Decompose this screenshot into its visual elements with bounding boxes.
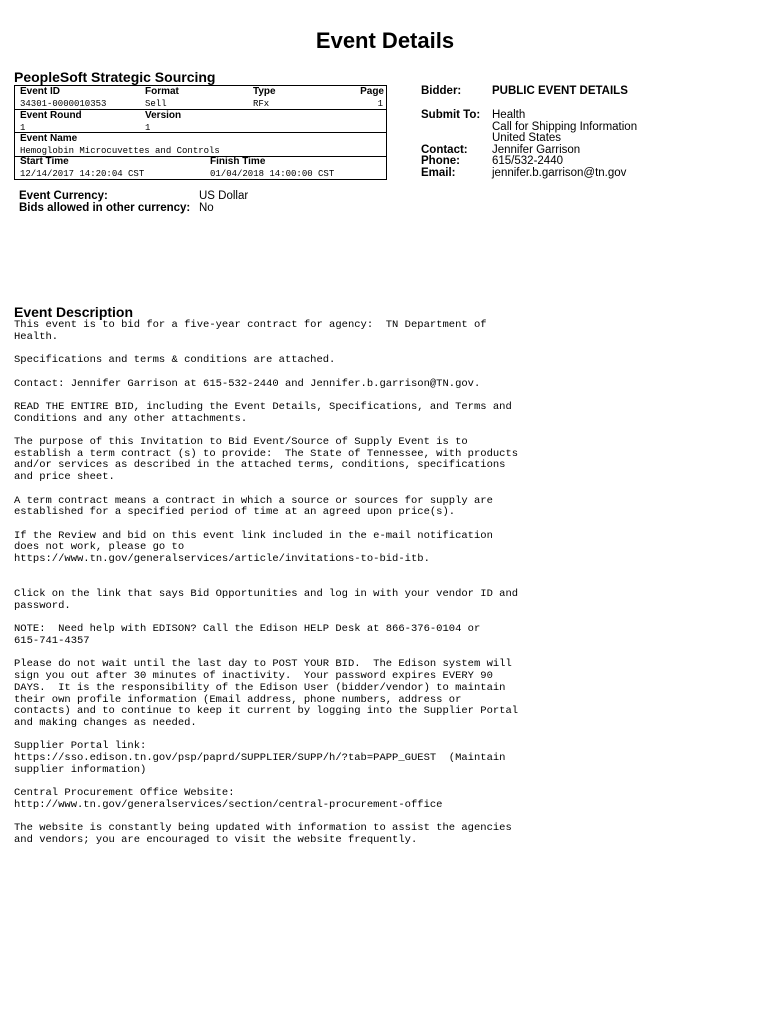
event-info-box	[14, 85, 387, 180]
event-id-value: 34301-0000010353	[20, 99, 107, 109]
event-round-label: Event Round	[20, 110, 82, 121]
description-heading: Event Description	[14, 304, 134, 320]
contact-value: Jennifer Garrison	[492, 144, 581, 156]
page-value: 1	[377, 99, 383, 109]
phone-label: Phone:	[421, 155, 460, 167]
submit-to-line: Call for Shipping Information	[492, 121, 638, 133]
bidder-label: Bidder:	[421, 85, 462, 97]
type-label: Type	[253, 86, 276, 97]
finish-time-value: 01/04/2018 14:00:00 CST	[210, 169, 335, 179]
event-name-label: Event Name	[20, 133, 78, 144]
description-text: This event is to bid for a five-year contract for agency: TN Department of Health. Specifications and terms & conditions are attached. Contact: Jennifer Garrison at 615-532-2440 and Jennifer.b.garrison@TN.gov. READ THE ENTIRE BID, including the Event Details, Specifications, and Terms and Conditions and any other attachments. The purpose of this Invitation to Bid Event/Source of Supply Event is to establish a term contract (s) to provide: The State of Tennessee, with products and/or services as described in the attached terms, conditions, specifications and price sheet. A term contract means a contract in which a source or sources for supply are established for a specified period of time at an agreed upon price(s). If the Review and bid on this event link included in the e-mail notification does not work, please go to https://www.tn.gov/generalservices/article/invitations-to-bid-itb. Click on the link that says Bid Opportunities and log in with your vendor ID and password. NOTE: Need help with EDISON? Call the Edison HELP Desk at 866-376-0104 or 615-741-4357 Please do not wait until the last day to POST YOUR BID. The Edison system will sign you out after 30 minutes of inactivity. Your password expires EVERY 90 DAYS. It is the responsibility of the Edison User (bidder/vendor) to maintain their own profile information (Email address, phone numbers, address or contacts) and to continue to keep it current by logging into the Supplier Portal and making changes as needed. Supplier Portal link: https://sso.edison.tn.gov/psp/paprd/SUPPLIER/SUPP/h/?tab=PAPP_GUEST (Maintain supplier information) Central Procurement Office Website: http://www.tn.gov/generalservices/section/central-procurement-office The website is constantly being updated with information to assist the agencies and vendors; you are encouraged to visit the website frequently.	[14, 319, 519, 846]
format-value: Sell	[145, 99, 167, 109]
other-currency-value: No	[199, 202, 214, 214]
other-currency-label: Bids allowed in other currency:	[19, 202, 191, 214]
page-label: Page	[360, 86, 384, 97]
system-subtitle: PeopleSoft Strategic Sourcing	[14, 69, 216, 85]
version-label: Version	[145, 110, 182, 121]
submit-to-line: United States	[492, 132, 562, 144]
bidder-value: PUBLIC EVENT DETAILS	[492, 85, 628, 97]
version-value: 1	[145, 123, 151, 133]
event-id-label: Event ID	[20, 86, 61, 97]
email-label: Email:	[421, 167, 456, 179]
currency-label: Event Currency:	[19, 190, 108, 202]
submit-to-line: Health	[492, 109, 526, 121]
page-title: Event Details	[315, 28, 455, 53]
event-round-value: 1	[20, 123, 26, 133]
submit-to-label: Submit To:	[421, 109, 481, 121]
event-name-value: Hemoglobin Microcuvettes and Controls	[20, 146, 220, 156]
type-value: RFx	[253, 99, 270, 109]
start-time-label: Start Time	[20, 156, 69, 167]
currency-value: US Dollar	[199, 190, 249, 202]
email-value: jennifer.b.garrison@tn.gov	[492, 167, 627, 179]
format-label: Format	[145, 86, 179, 97]
finish-time-label: Finish Time	[210, 156, 266, 167]
start-time-value: 12/14/2017 14:20:04 CST	[20, 169, 145, 179]
contact-label: Contact:	[421, 144, 468, 156]
phone-value: 615/532-2440	[492, 155, 563, 167]
divider	[15, 156, 386, 157]
